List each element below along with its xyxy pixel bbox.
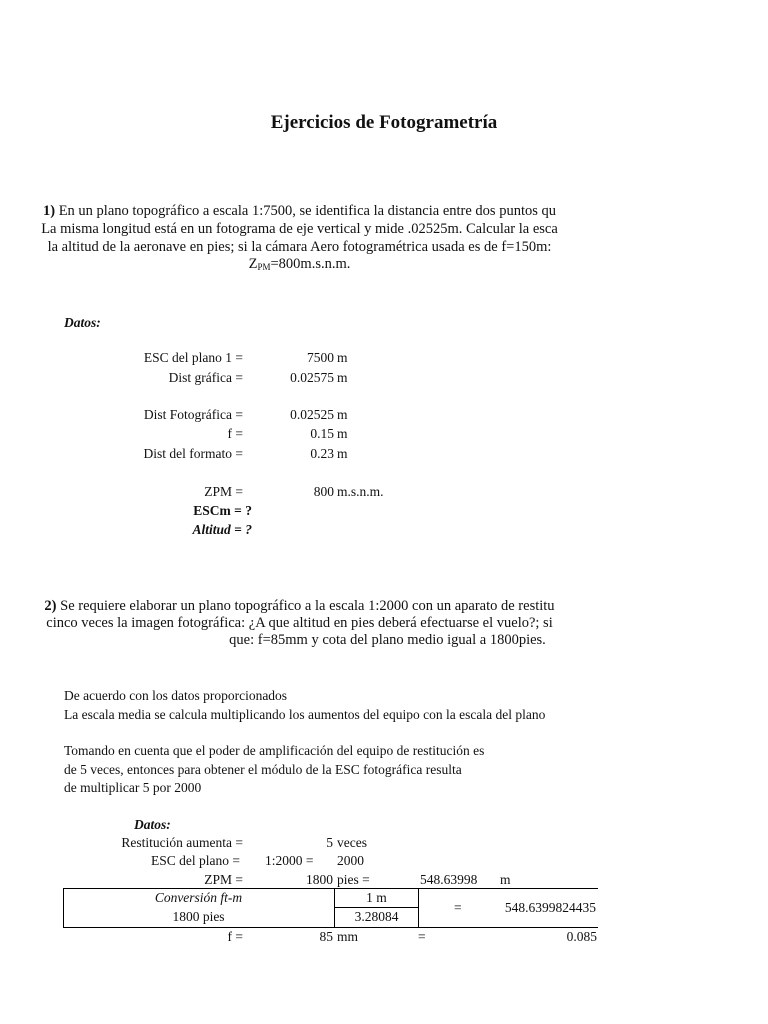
page-title: Ejercicios de Fotogrametría: [270, 112, 498, 133]
ex2-text-1: Se requiere elaborar un plano topográfico a la escala 1:2000 con un aparato de restitu: [60, 598, 555, 614]
conversion-box-top: [63, 888, 598, 889]
ex2-f-result: 0.085: [566, 929, 597, 944]
ex1-row-value: 0.02525: [290, 407, 334, 422]
ex1-row-unit: m.s.n.m.: [337, 484, 384, 499]
conversion-label: Conversión ft-m: [154, 890, 243, 905]
ex1-row-label: f =: [227, 426, 243, 441]
ex1-text-1: En un plano topográfico a escala 1:7500, se identifica la distancia entre dos puntos qu: [58, 203, 556, 219]
ex1-row-unit: m: [337, 370, 348, 385]
ex2-line-2: cinco veces la imagen fotográfica: ¿A que altitud en pies deberá efectuarse el vuelo?; si: [46, 615, 553, 631]
ex2-number: 2): [44, 598, 57, 614]
ex2-restitucion-value: 5: [326, 835, 333, 850]
ex2-zpm-result-unit: m: [500, 872, 511, 887]
conversion-numerator: 1 m: [366, 890, 387, 905]
ex1-row-label: Dist gráfica =: [168, 370, 243, 385]
ex2-restitucion-label: Restitución aumenta =: [121, 835, 243, 850]
ex1-row-label: Dist Fotográfica =: [143, 407, 243, 422]
ex1-z-rest: =800m.s.n.m.: [270, 256, 351, 272]
ex1-line-3: la altitud de la aeronave en pies; si la cámara Aero fotogramétrica usada es de f=150m:: [47, 239, 552, 255]
ex1-z-sub: PM: [257, 262, 271, 272]
conversion-box-bottom: [63, 927, 598, 928]
ex1-datos-label: Datos:: [64, 315, 101, 330]
ex2-zpm-label: ZPM =: [204, 872, 243, 887]
ex1-row-unit: m: [337, 407, 348, 422]
conversion-denominator: 3.28084: [354, 909, 399, 924]
ex1-row-value: 0.02575: [290, 370, 334, 385]
ex2-para1-line: De acuerdo con los datos proporcionados: [64, 688, 288, 703]
ex1-row-unit: m: [337, 426, 348, 441]
ex1-escm-unknown: ESCm = ?: [193, 503, 252, 518]
conversion-equals: =: [454, 900, 462, 915]
ex2-f-value: 85: [319, 929, 333, 944]
ex1-number: 1): [42, 203, 56, 219]
ex2-f-unit: mm: [337, 929, 359, 944]
ex2-esc-ratio: 1:2000 =: [265, 853, 314, 868]
ex2-line-1: [0, 598, 599, 615]
conversion-pies: 1800 pies: [172, 909, 225, 924]
conversion-fraction-right: [418, 888, 419, 928]
conversion-result: 548.6399824435: [504, 900, 596, 915]
ex2-para2-line: de multiplicar 5 por 2000: [64, 780, 202, 795]
ex1-row-label: ZPM =: [204, 484, 243, 499]
ex1-line-1: [0, 203, 599, 220]
ex2-line-3: que: f=85mm y cota del plano medio igual a 1800pies.: [229, 632, 546, 648]
ex2-esc-value: 2000: [337, 853, 364, 868]
ex1-row-value: 0.23: [310, 446, 334, 461]
conversion-fraction-bar: [334, 907, 419, 908]
ex2-para2-line: Tomando en cuenta que el poder de amplificación del equipo de restitución es: [64, 743, 485, 758]
ex2-zpm-unit: pies =: [337, 872, 370, 887]
ex2-zpm-value: 1800: [306, 872, 333, 887]
ex2-zpm-result: 548.63998: [420, 872, 478, 887]
ex1-row-unit: m: [337, 446, 348, 461]
ex2-para1-line: La escala media se calcula multiplicando los aumentos del equipo con la escala del plano: [64, 707, 546, 722]
ex2-f-label: f =: [227, 929, 243, 944]
ex1-row-value: 0.15: [310, 426, 334, 441]
ex2-para2-line: de 5 veces, entonces para obtener el módulo de la ESC fotográfica resulta: [64, 762, 462, 777]
ex1-z: Z: [248, 256, 258, 272]
ex1-altitud-unknown: Altitud = ?: [192, 522, 252, 537]
ex1-row-value: 7500: [307, 350, 334, 365]
ex1-line-2: La misma longitud está en un fotograma de eje vertical y mide .02525m. Calcular la esca: [41, 221, 558, 237]
ex1-line-4: [0, 256, 599, 273]
ex2-esc-label: ESC del plano =: [151, 853, 240, 868]
ex1-row-label: Dist del formato =: [143, 446, 243, 461]
ex2-f-equals: =: [418, 929, 426, 944]
ex1-row-label: ESC del plano 1 =: [143, 350, 243, 365]
ex1-row-value: 800: [313, 484, 334, 499]
ex2-restitucion-unit: veces: [337, 835, 367, 850]
ex2-datos-label: Datos:: [134, 817, 171, 832]
ex1-row-unit: m: [337, 350, 348, 365]
